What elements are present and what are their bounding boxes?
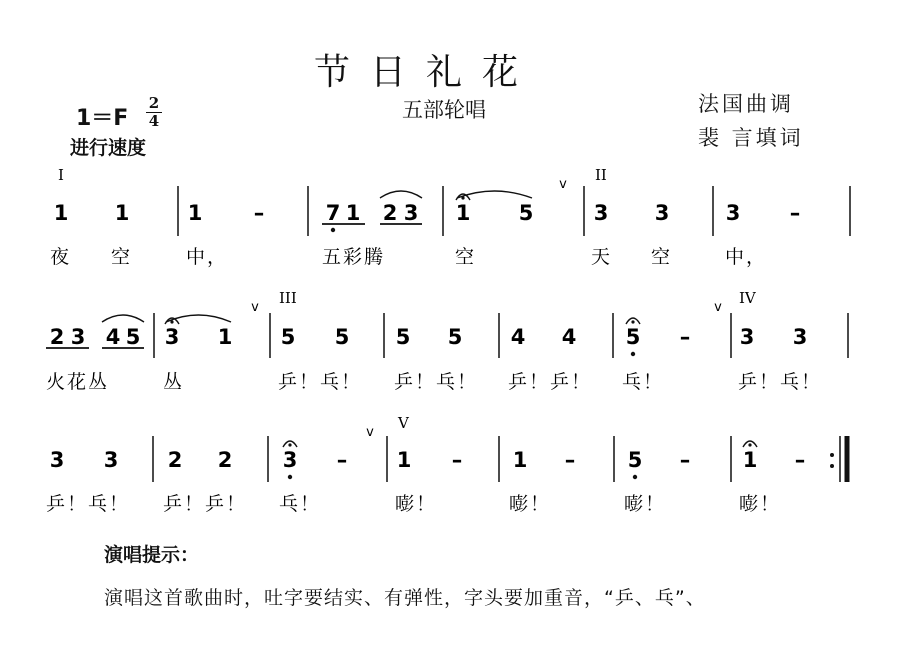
meter-bottom: 4: [148, 112, 160, 130]
note: 1: [187, 201, 203, 225]
fermata-dot: [170, 320, 173, 323]
note: 5: [447, 325, 463, 349]
octave-dot: [331, 228, 335, 232]
note: 3: [792, 325, 808, 349]
lyric: 天: [591, 246, 613, 268]
note: –: [679, 325, 691, 349]
note: 3: [103, 448, 119, 472]
note: 4: [510, 325, 526, 349]
note: 5: [627, 448, 643, 472]
slur: [380, 191, 422, 198]
note: 1: [345, 201, 361, 225]
note: 3: [164, 325, 180, 349]
note: 1: [396, 448, 412, 472]
note: 1: [217, 325, 233, 349]
lyric: 嘭！: [509, 493, 552, 515]
note: 1: [742, 448, 758, 472]
lyric: 夜: [50, 246, 72, 268]
breath-mark: v: [559, 177, 567, 192]
entry-mark: IV: [739, 289, 756, 307]
note: –: [794, 448, 806, 472]
note: 3: [739, 325, 755, 349]
note: –: [451, 448, 463, 472]
note: 5: [280, 325, 296, 349]
note: 4: [105, 325, 121, 349]
lyric: 中，: [725, 246, 768, 268]
song-subtitle: 五部轮唱: [402, 98, 486, 122]
meter-top: 2: [148, 94, 160, 112]
repeat-dot: [830, 453, 834, 457]
note: 3: [654, 201, 670, 225]
note: 4: [561, 325, 577, 349]
tempo-marking: 进行速度: [70, 137, 147, 159]
note: 2: [382, 201, 398, 225]
lyric: 丛: [163, 371, 185, 393]
note: 1: [512, 448, 528, 472]
note: 2: [49, 325, 65, 349]
note: 7: [325, 201, 341, 225]
song-title: 节日礼花: [314, 52, 539, 93]
note: 3: [282, 448, 298, 472]
note: –: [564, 448, 576, 472]
note: 5: [334, 325, 350, 349]
lyric: 乓！: [622, 371, 665, 393]
octave-dot: [633, 475, 637, 479]
lyric: 空: [455, 246, 477, 268]
lyric: 嘭！: [624, 493, 667, 515]
breath-mark: v: [251, 300, 259, 315]
lyric: 乒！乓！: [394, 371, 479, 393]
note: 5: [625, 325, 641, 349]
note: –: [679, 448, 691, 472]
note: –: [253, 201, 265, 225]
note: –: [336, 448, 348, 472]
lyric: 空: [111, 246, 133, 268]
note: 5: [125, 325, 141, 349]
lyric: 中，: [186, 246, 229, 268]
lyric: 乒！乓！: [738, 371, 823, 393]
lyric: 嘭！: [395, 493, 438, 515]
entry-mark: III: [279, 289, 297, 307]
breath-mark: v: [714, 300, 722, 315]
repeat-dot: [830, 464, 834, 468]
note: –: [789, 201, 801, 225]
octave-dot: [631, 352, 635, 356]
fermata-dot: [288, 443, 291, 446]
note: 3: [70, 325, 86, 349]
slur: [102, 315, 144, 322]
note: 2: [167, 448, 183, 472]
tips-text: 演唱这首歌曲时，吐字要结实、有弹性，字头要加重音，“乒、乓”、: [104, 587, 706, 609]
lyric: 乒！乒！: [163, 493, 248, 515]
lyric: 火花丛: [46, 371, 110, 393]
note: 1: [114, 201, 130, 225]
lyric: 乒！乒！: [508, 371, 593, 393]
lyric: 空: [651, 246, 673, 268]
note: 5: [395, 325, 411, 349]
credit-lyrics: 裴 言填词: [698, 126, 804, 150]
slur: [166, 315, 231, 322]
note: 3: [725, 201, 741, 225]
key-signature: 1＝F: [76, 106, 129, 131]
note: 3: [593, 201, 609, 225]
breath-mark: v: [366, 425, 374, 440]
lyric: 乒！乓！: [278, 371, 363, 393]
lyric: 五彩腾: [322, 246, 386, 268]
lyric: 嘭！: [739, 493, 782, 515]
note: 3: [403, 201, 419, 225]
entry-mark: V: [398, 414, 409, 432]
note: 5: [518, 201, 534, 225]
tips-label: 演唱提示：: [104, 544, 200, 566]
lyric: 乒！乓！: [46, 493, 131, 515]
credit-music: 法国曲调: [698, 92, 794, 116]
lyric: 乓！: [279, 493, 322, 515]
note: 2: [217, 448, 233, 472]
note: 1: [455, 201, 471, 225]
fermata-dot: [631, 320, 634, 323]
note: 1: [53, 201, 69, 225]
octave-dot: [288, 475, 292, 479]
note: 3: [49, 448, 65, 472]
fermata-dot: [748, 443, 751, 446]
entry-mark: I: [58, 166, 64, 184]
entry-mark: II: [595, 166, 607, 184]
